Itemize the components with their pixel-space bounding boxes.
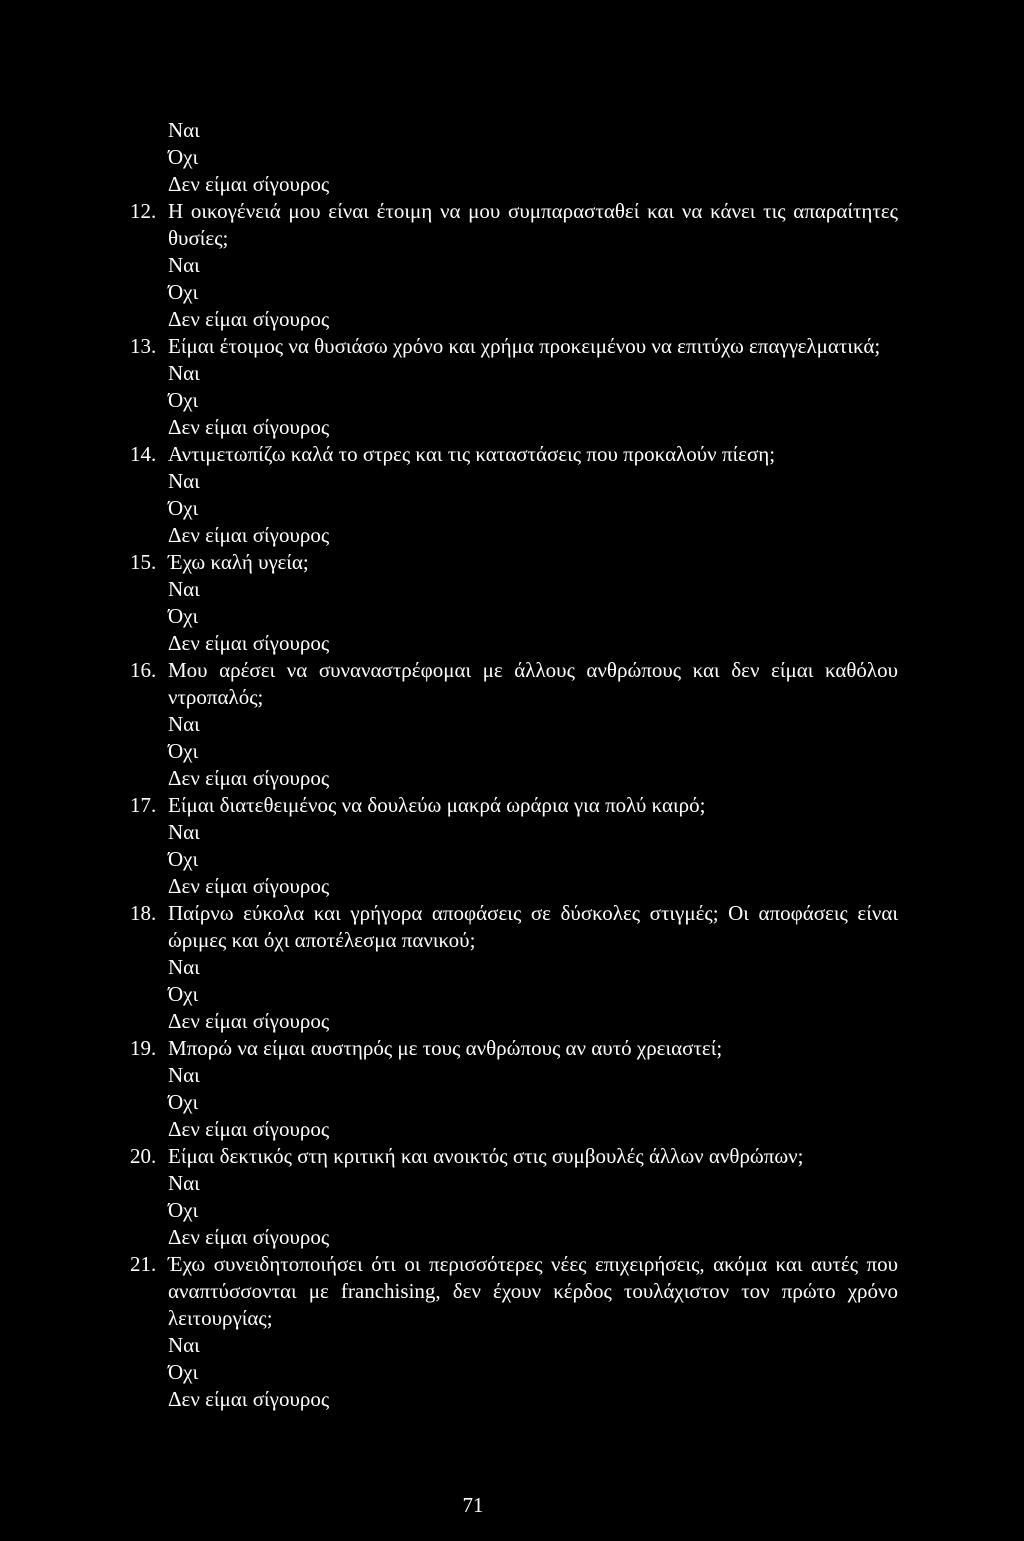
- question-text: Αντιμετωπίζω καλά το στρες και τις καταστάσεις που προκαλούν πίεση;: [168, 442, 776, 466]
- question-text: Μπορώ να είμαι αυστηρός με τους ανθρώπους αν αυτό χρειαστεί;: [168, 1036, 723, 1060]
- question-number: 16.: [130, 658, 157, 682]
- question-text: Έχω καλή υγεία;: [168, 550, 309, 574]
- question-number: 12.: [130, 199, 157, 223]
- option-yes: Ναι: [168, 820, 200, 844]
- option-no: Όχι: [168, 1360, 199, 1384]
- question-12: [130, 198, 898, 333]
- question-number: 19.: [130, 1036, 157, 1060]
- option-unsure: Δεν είμαι σίγουρος: [168, 523, 330, 547]
- question-21: [130, 1251, 898, 1413]
- question-13: [130, 333, 898, 441]
- question-text: Είμαι δεκτικός στη κριτική και ανοικτός στις συμβουλές άλλων ανθρώπων;: [168, 1144, 804, 1168]
- option-unsure: Δεν είμαι σίγουρος: [168, 307, 330, 331]
- option-yes: Ναι: [168, 118, 200, 142]
- question-number: 15.: [130, 550, 157, 574]
- option-no: Όχι: [168, 1090, 199, 1114]
- question-text: Παίρνω εύκολα και γρήγορα αποφάσεις σε δύσκολες στιγμές; Οι αποφάσεις είναι ώριμες και όχι αποτέλεσμα πανικού;: [168, 901, 898, 952]
- question-number: 13.: [130, 334, 157, 358]
- option-yes: Ναι: [168, 361, 200, 385]
- option-no: Όχι: [168, 1198, 199, 1222]
- question-17: [130, 792, 898, 900]
- question-number: 14.: [130, 442, 157, 466]
- option-unsure: Δεν είμαι σίγουρος: [168, 874, 330, 898]
- question-15: [130, 549, 898, 657]
- option-unsure: Δεν είμαι σίγουρος: [168, 1225, 330, 1249]
- option-no: Όχι: [168, 604, 199, 628]
- question-14: [130, 441, 898, 549]
- option-no: Όχι: [168, 739, 199, 763]
- option-no: Όχι: [168, 847, 199, 871]
- option-unsure: Δεν είμαι σίγουρος: [168, 631, 330, 655]
- question-18: [130, 900, 898, 1035]
- answer-options-q11: [168, 117, 898, 198]
- option-no: Όχι: [168, 388, 199, 412]
- question-text: Μου αρέσει να συναναστρέφομαι με άλλους ανθρώπους και δεν είμαι καθόλου ντροπαλός;: [168, 658, 898, 709]
- question-20: [130, 1143, 898, 1251]
- option-yes: Ναι: [168, 1171, 200, 1195]
- question-19: [130, 1035, 898, 1143]
- option-unsure: Δεν είμαι σίγουρος: [168, 415, 330, 439]
- question-16: [130, 657, 898, 792]
- option-unsure: Δεν είμαι σίγουρος: [168, 766, 330, 790]
- option-yes: Ναι: [168, 577, 200, 601]
- question-number: 18.: [130, 901, 157, 925]
- option-yes: Ναι: [168, 955, 200, 979]
- questionnaire: [130, 117, 898, 1413]
- option-unsure: Δεν είμαι σίγουρος: [168, 172, 330, 196]
- option-yes: Ναι: [168, 1063, 200, 1087]
- option-unsure: Δεν είμαι σίγουρος: [168, 1387, 330, 1411]
- option-unsure: Δεν είμαι σίγουρος: [168, 1009, 330, 1033]
- option-yes: Ναι: [168, 712, 200, 736]
- option-no: Όχι: [168, 280, 199, 304]
- option-yes: Ναι: [168, 253, 200, 277]
- question-number: 21.: [130, 1252, 157, 1276]
- option-no: Όχι: [168, 982, 199, 1006]
- question-text: Έχω συνειδητοποιήσει ότι οι περισσότερες νέες επιχειρήσεις, ακόμα και αυτές που αναπτύσσονται με franchising, δεν έχουν κέρδος τουλάχιστον τον πρώτο χρόνο λειτουργίας;: [168, 1252, 898, 1330]
- option-no: Όχι: [168, 145, 199, 169]
- option-yes: Ναι: [168, 1333, 200, 1357]
- question-text: Είμαι έτοιμος να θυσιάσω χρόνο και χρήμα προκειμένου να επιτύχω επαγγελματικά;: [168, 334, 881, 358]
- option-unsure: Δεν είμαι σίγουρος: [168, 1117, 330, 1141]
- question-number: 17.: [130, 793, 157, 817]
- option-yes: Ναι: [168, 469, 200, 493]
- option-no: Όχι: [168, 496, 199, 520]
- page-number: 71: [462, 1493, 484, 1517]
- question-number: 20.: [130, 1144, 157, 1168]
- question-text: Είμαι διατεθειμένος να δουλεύω μακρά ωράρια για πολύ καιρό;: [168, 793, 706, 817]
- question-text: Η οικογένειά μου είναι έτοιμη να μου συμπαρασταθεί και να κάνει τις απαραίτητες θυσίες;: [168, 199, 898, 250]
